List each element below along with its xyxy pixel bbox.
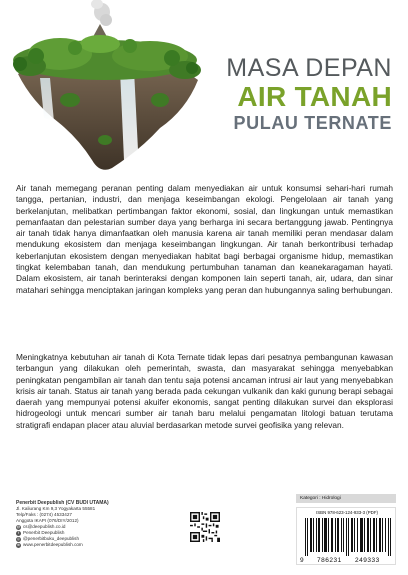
publisher-website-line — [16, 542, 176, 548]
floating-island-illustration — [0, 0, 210, 175]
barcode-digits-group-2: 249333 — [355, 557, 380, 564]
publisher-ikapi: Anggota IKAPI (076/DIY/2012) — [16, 518, 79, 523]
globe-icon: ⊕ — [16, 542, 20, 547]
barcode-image — [305, 518, 391, 556]
title-line-1: MASA DEPAN — [226, 54, 392, 82]
publisher-phone: Telp/Faks : (0274) 4533427 — [16, 512, 72, 517]
title-line-3: PULAU TERNATE — [233, 113, 392, 133]
publisher-instagram: @penerbitbuku_deepublish — [23, 536, 80, 541]
title-block — [182, 54, 392, 134]
synopsis-paragraph-1: Air tanah memegang peranan penting dalam menyediakan air untuk konsumsi sehari-hari rumah tangga, pertanian, industri, dan menjaga keseimbangan ekologi. Pengelolaan air tanah yang berkelanjutan, melibatkan pertimbangan faktor ekonomi, sosial, dan lingkungan untuk memastikan pemanfaatan dan pelestarian sumber daya yang berharga ini secara bertanggung jawab. Pentingnya air tanah tidak hanya dimanfaatkan oleh manusia karena air tanah memiliki peran mendasar dalam mendukung ekosistem dan menjaga keseimbangan lingkungan. Air tanah berkontribusi terhadap keberlanjutan ekosistem dengan menyediakan habitat bagi berbagai organisme hidup, memastikan tingkat kelembaban tanah, dan mendukung pertumbuhan tanaman dan keanekaragaman hayati. Dalam ekosistem, air tanah berinteraksi dengan komponen lain seperti tanah, air, udara, dan sinar matahari sehingga menciptakan jaringan kompleks yang peran dan hubungannya saling berhubungan. — [16, 183, 393, 295]
publisher-email: cs@deepublish.co.id — [23, 524, 66, 529]
title-line-2: AIR TANAH — [237, 81, 392, 112]
instagram-icon: ◎ — [16, 536, 21, 541]
publisher-name: Penerbit Deepublish (CV BUDI UTAMA) — [16, 500, 109, 506]
facebook-icon: f — [18, 530, 19, 535]
publisher-facebook: Penerbit Deepublish — [23, 530, 65, 535]
email-icon: @ — [16, 524, 21, 529]
synopsis-paragraph-2: Meningkatnya kebutuhan air tanah di Kota Ternate tidak lepas dari pesatnya pembangunan kawasan terbangun yang dilakukan oleh pemerintah, swasta, dan masyarakat sehingga menyebabkan peningkatan pengambilan air tanah dan tentu saja potensi ancaman intrusi air laut yang menyebabkan krisis air tanah. Status air tanah yang berada pada cekungan vulkanik dan kaki gunung berapi sebagai daerah yang mempunyai potensi akuifer ekonomis, sangat penting dilakukan survei dan eksplorasi hidrogeologi untuk mencari sumber air tanah baru melalui pengamatan litologi batuan terutama stratigrafi endapan placer atau aluvial berdasarkan metode survei geofisika yang relevan. — [16, 352, 393, 430]
isbn-text: ISBN 978-623-124-933-3 (PDF) — [316, 510, 378, 515]
isbn-barcode-box — [296, 507, 396, 565]
publisher-info — [16, 500, 176, 548]
barcode-digits-group-1: 786231 — [317, 557, 342, 564]
publisher-website: www.penerbitdeepublish.com — [23, 542, 83, 547]
barcode-digit-first: 9 — [300, 557, 305, 564]
publisher-address: Jl. Kaliurang Km 9,3 Yogyakarta 55581 — [16, 506, 96, 511]
qr-code — [190, 512, 220, 542]
category-label: Kategori : Hidrologi — [296, 494, 396, 503]
